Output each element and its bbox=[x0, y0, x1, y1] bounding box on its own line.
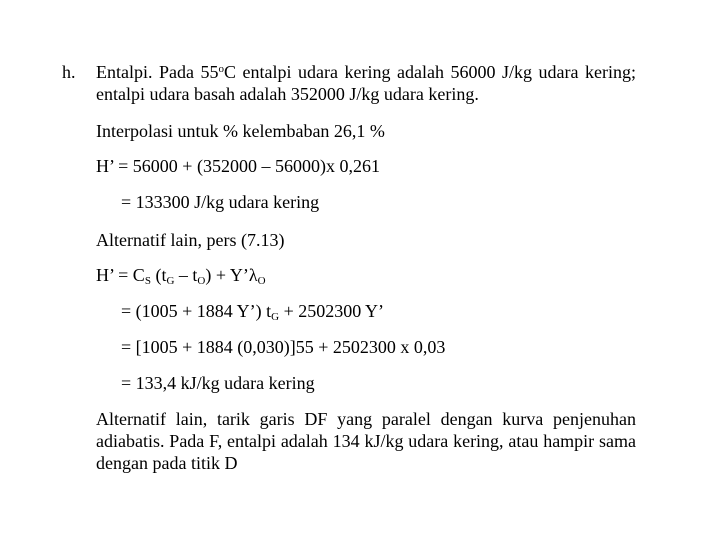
intro-part2: C entalpi udara kering adalah 56000 J/kg udara kering; entalpi udara basah adalah 352000 J/kg udara kering. bbox=[96, 62, 636, 104]
eq3-part-a: = (1005 + 1884 Y’) t bbox=[121, 301, 272, 321]
intro-part1: Entalpi. Pada 55 bbox=[96, 62, 219, 82]
interpolation-label: Interpolasi untuk % kelembaban 26,1 % bbox=[96, 121, 385, 141]
degree-superscript: o bbox=[218, 63, 225, 75]
eq2-sub-o1: O bbox=[197, 275, 206, 287]
equation-2 bbox=[96, 264, 266, 286]
eq2-part-d: ) + Y’λ bbox=[205, 265, 258, 285]
alternative-1-label: Alternatif lain, pers (7.13) bbox=[96, 230, 285, 250]
eq2-sub-g: G bbox=[166, 275, 175, 287]
eq2-sub-s: S bbox=[144, 275, 151, 287]
item-marker: h. bbox=[62, 62, 76, 82]
eq3-part-b: + 2502300 Y’ bbox=[279, 301, 385, 321]
eq2-part-b: (t bbox=[150, 265, 167, 285]
intro-paragraph bbox=[96, 61, 636, 105]
eq2-sub-o2: O bbox=[257, 275, 266, 287]
equation-3 bbox=[121, 300, 384, 322]
equation-5: = 133,4 kJ/kg udara kering bbox=[121, 373, 315, 393]
eq3-sub-g: G bbox=[271, 311, 280, 323]
alternative-2-paragraph: Alternatif lain, tarik garis DF yang paralel dengan kurva penjenuhan adiabatis. Pada F, entalpi adalah 134 kJ/kg udara kering, atau hampir sama dengan pada titik D bbox=[96, 409, 636, 473]
equation-1: H’ = 56000 + (352000 – 56000)x 0,261 bbox=[96, 156, 380, 176]
eq2-part-c: – t bbox=[174, 265, 198, 285]
eq2-part-a: H’ = C bbox=[96, 265, 145, 285]
equation-1-result: = 133300 J/kg udara kering bbox=[121, 192, 320, 212]
equation-4: = [1005 + 1884 (0,030)]55 + 2502300 x 0,03 bbox=[121, 337, 446, 357]
